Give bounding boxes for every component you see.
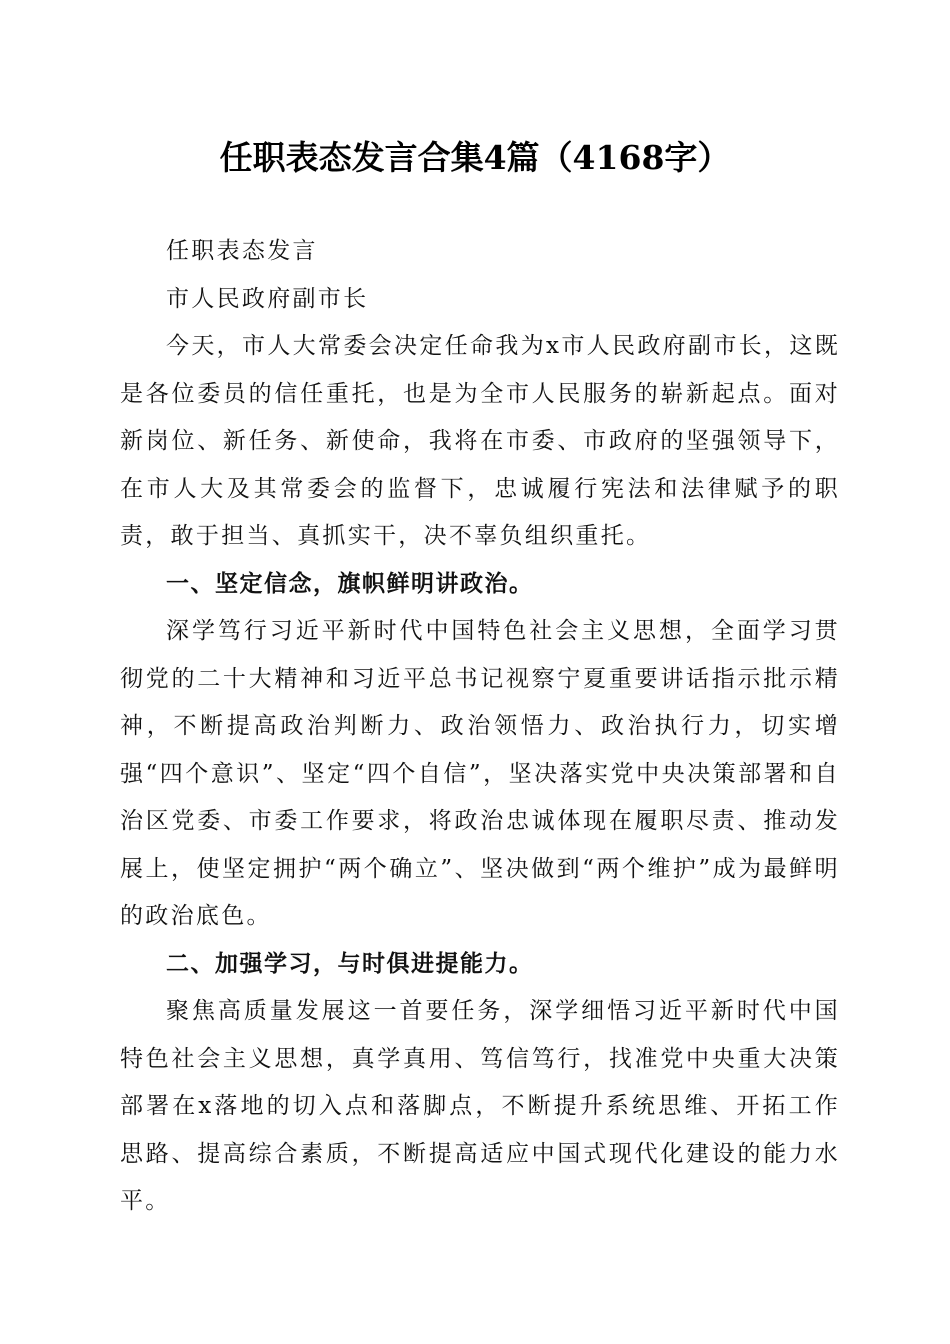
section-paragraph: 深学笃行习近平新时代中国特色社会主义思想，全面学习贯彻党的二十大精神和习近平总书记视察宁夏重要讲话指示批示精神，不断提高政治判断力、政治领悟力、政治执行力，切实增强“四个意识”、坚定“四个自信”，坚决落实党中央决策部署和自治区党委、市委工作要求，将政治忠诚体现在履职尽责、推动发展上，使坚定拥护“两个确立”、坚决做到“两个维护”成为最鲜明的政治底色。: [120, 618, 840, 929]
intro-paragraph: 今天，市人大常委会决定任命我为x市人民政府副市长，这既是各位委员的信任重托，也是为全市人民服务的崭新起点。面对新岗位、新任务、新使命，我将在市委、市政府的坚强领导下，在市人大及其常委会的监督下，忠诚履行宪法和法律赋予的职责，敢于担当、真抓实干，决不辜负组织重托。: [120, 333, 840, 549]
speaker-line: 市人民政府副市长: [166, 285, 369, 312]
section-heading: 二、加强学习，与时俱进提能力。: [166, 950, 534, 977]
document-title: 任职表态发言合集4篇（4168字）: [219, 138, 731, 177]
section-heading: 一、坚定信念，旗帜鲜明讲政治。: [166, 570, 534, 597]
speech-title: 任职表态发言: [166, 238, 318, 264]
section-paragraph: 聚焦高质量发展这一首要任务，深学细悟习近平新时代中国特色社会主义思想，真学真用、笃信笃行，找准党中央重大决策部署在x落地的切入点和落脚点，不断提升系统思维、开拓工作思路、提高综合素质，不断提高适应中国式现代化建设的能力水平。: [120, 998, 840, 1214]
document-body: [120, 228, 840, 1226]
